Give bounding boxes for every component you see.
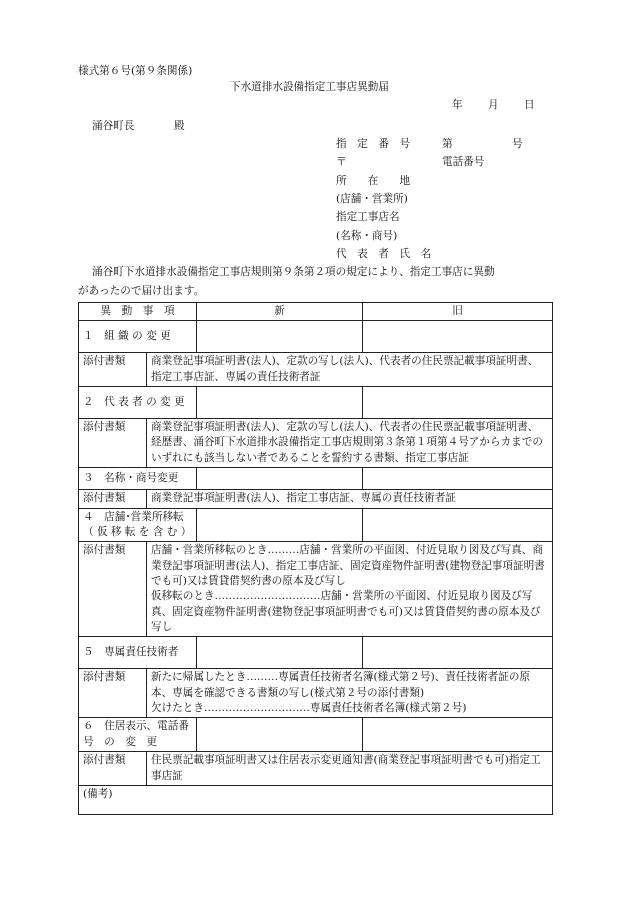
shop-name-label: 指定工事店名 (336, 211, 400, 223)
section-4-old[interactable] (363, 508, 553, 542)
section-2-new[interactable] (197, 387, 363, 419)
date-year: 年 (452, 99, 463, 111)
document-title: 下水道排水設備指定工事店異動届 (230, 81, 389, 93)
section-5-attachments-row (79, 669, 553, 718)
section-4-attachment-1: 店舗・営業所移転のとき………店舗・営業所の平面図、付近見取り図及び写真、商業登記事項証明書(法人)、指定工事店証、固定資産物件証明書(建物登記事項証明書でも可)又は賃貸借契約書の原本及び写し (151, 544, 545, 587)
section-2-attachments: 商業登記事項証明書(法人)、定款の写し(法人)、代表者の住民票記載事項証明書、経歴書、涌谷町下水道排水設備指定工事店規則第３条第１項第４号アからカまでのいずれにも該当しない者であることを誓約する書類、指定工事店証 (147, 419, 553, 468)
shop-name-sub-label: (名称・商号) (336, 230, 398, 242)
designation-number-suffix: 号 (512, 138, 523, 150)
section-5-new[interactable] (197, 637, 363, 669)
attachments-label: 添付書類 (79, 353, 147, 387)
section-2-category: ２ 代 表 者 の 変 更 (79, 387, 197, 419)
location-sub-label: (店舗・営業所) (336, 193, 408, 205)
section-6-attachments-row (79, 752, 553, 786)
section-4-attachments (147, 542, 553, 637)
section-6-row (79, 718, 553, 752)
change-items-table (78, 302, 553, 815)
section-1-attachments-row (79, 353, 553, 387)
section-5-row (79, 637, 553, 669)
section-4-new[interactable] (197, 508, 363, 542)
location-label: 所 在 地 (336, 175, 411, 187)
section-3-row (79, 468, 553, 490)
header-item: 異 動 事 項 (79, 303, 197, 321)
attachments-label: 添付書類 (79, 669, 147, 718)
table-header-row (79, 303, 553, 321)
section-3-attachments: 商業登記事項証明書(法人)、指定工事店証、専属の責任技術者証 (147, 490, 553, 508)
section-2-old[interactable] (363, 387, 553, 419)
remarks-label: (備考) (83, 787, 113, 800)
section-3-old[interactable] (363, 468, 553, 490)
section-6-category: ６ 住居表示、電話番 号 の 変 更 (79, 718, 197, 752)
section-6-attachments: 住民票記載事項証明書又は住居表示変更通知書(商業登記事項証明書でも可)指定工事店証 (147, 752, 553, 786)
section-5-attachment-2: 欠けたとき…………………………専属責任技術者名簿(様式第２号) (151, 702, 467, 715)
section-5-attachment-1: 新たに帰属したとき………専属責任技術者名簿(様式第２号)、責任技術者証の原本、専属を確認できる書類の写し(様式第２号の添付書類) (151, 671, 531, 699)
header-old: 旧 (363, 303, 553, 321)
section-3-new[interactable] (197, 468, 363, 490)
section-1-old[interactable] (363, 321, 553, 353)
form-number: 様式第６号(第９条関係) (78, 65, 193, 77)
attachments-label: 添付書類 (79, 542, 147, 637)
section-5-attachments (147, 669, 553, 718)
section-2-attachments-row (79, 419, 553, 468)
intro-line-2: があったので届け出ます。 (78, 285, 205, 297)
date-month: 月 (488, 99, 499, 111)
date-day: 日 (524, 99, 535, 111)
intro-line-1: 涌谷町下水道排水設備指定工事店規則第９条第２項の規定により、指定工事店に異動 (92, 266, 495, 278)
section-3-attachments-row (79, 490, 553, 508)
section-4-attachments-row (79, 542, 553, 637)
attachments-label: 添付書類 (79, 752, 147, 786)
postal-mark: 〒 (336, 156, 347, 168)
header-new: 新 (197, 303, 363, 321)
section-6-old[interactable] (363, 718, 553, 752)
section-3-category: ３ 名称・商号変更 (79, 468, 197, 490)
designation-number-label: 指 定 番 号 (336, 138, 411, 150)
remarks-row (79, 785, 553, 814)
phone-label: 電話番号 (442, 156, 485, 168)
section-6-new[interactable] (197, 718, 363, 752)
section-1-row (79, 321, 553, 353)
section-4-attachment-2: 仮移転のとき…………………………店舗・営業所の平面図、付近見取り図及び写真、固定資産物件証明書(建物登記事項証明書でも可)又は賃貸借契約書の原本及び写し (151, 590, 541, 634)
representative-label: 代 表 者 氏 名 (336, 248, 432, 260)
attachments-label: 添付書類 (79, 419, 147, 468)
section-4-row (79, 508, 553, 542)
section-5-old[interactable] (363, 637, 553, 669)
remarks-field[interactable] (79, 785, 553, 814)
addressee-name: 涌谷町長 (92, 120, 135, 132)
attachments-label: 添付書類 (79, 490, 147, 508)
section-1-new[interactable] (197, 321, 363, 353)
section-2-row (79, 387, 553, 419)
designation-number-prefix: 第 (442, 138, 453, 150)
section-1-attachments: 商業登記事項証明書(法人)、定款の写し(法人)、代表者の住民票記載事項証明書、指定工事店証、専属の責任技術者証 (147, 353, 553, 387)
section-1-category: １ 組 織 の 変 更 (79, 321, 197, 353)
addressee-honorific: 殿 (174, 120, 185, 132)
section-5-category: ５ 専属責任技術者 (79, 637, 197, 669)
section-4-category: ４ 店舗･営業所移転（ 仮 移 転 を 含 む ） (79, 508, 197, 542)
